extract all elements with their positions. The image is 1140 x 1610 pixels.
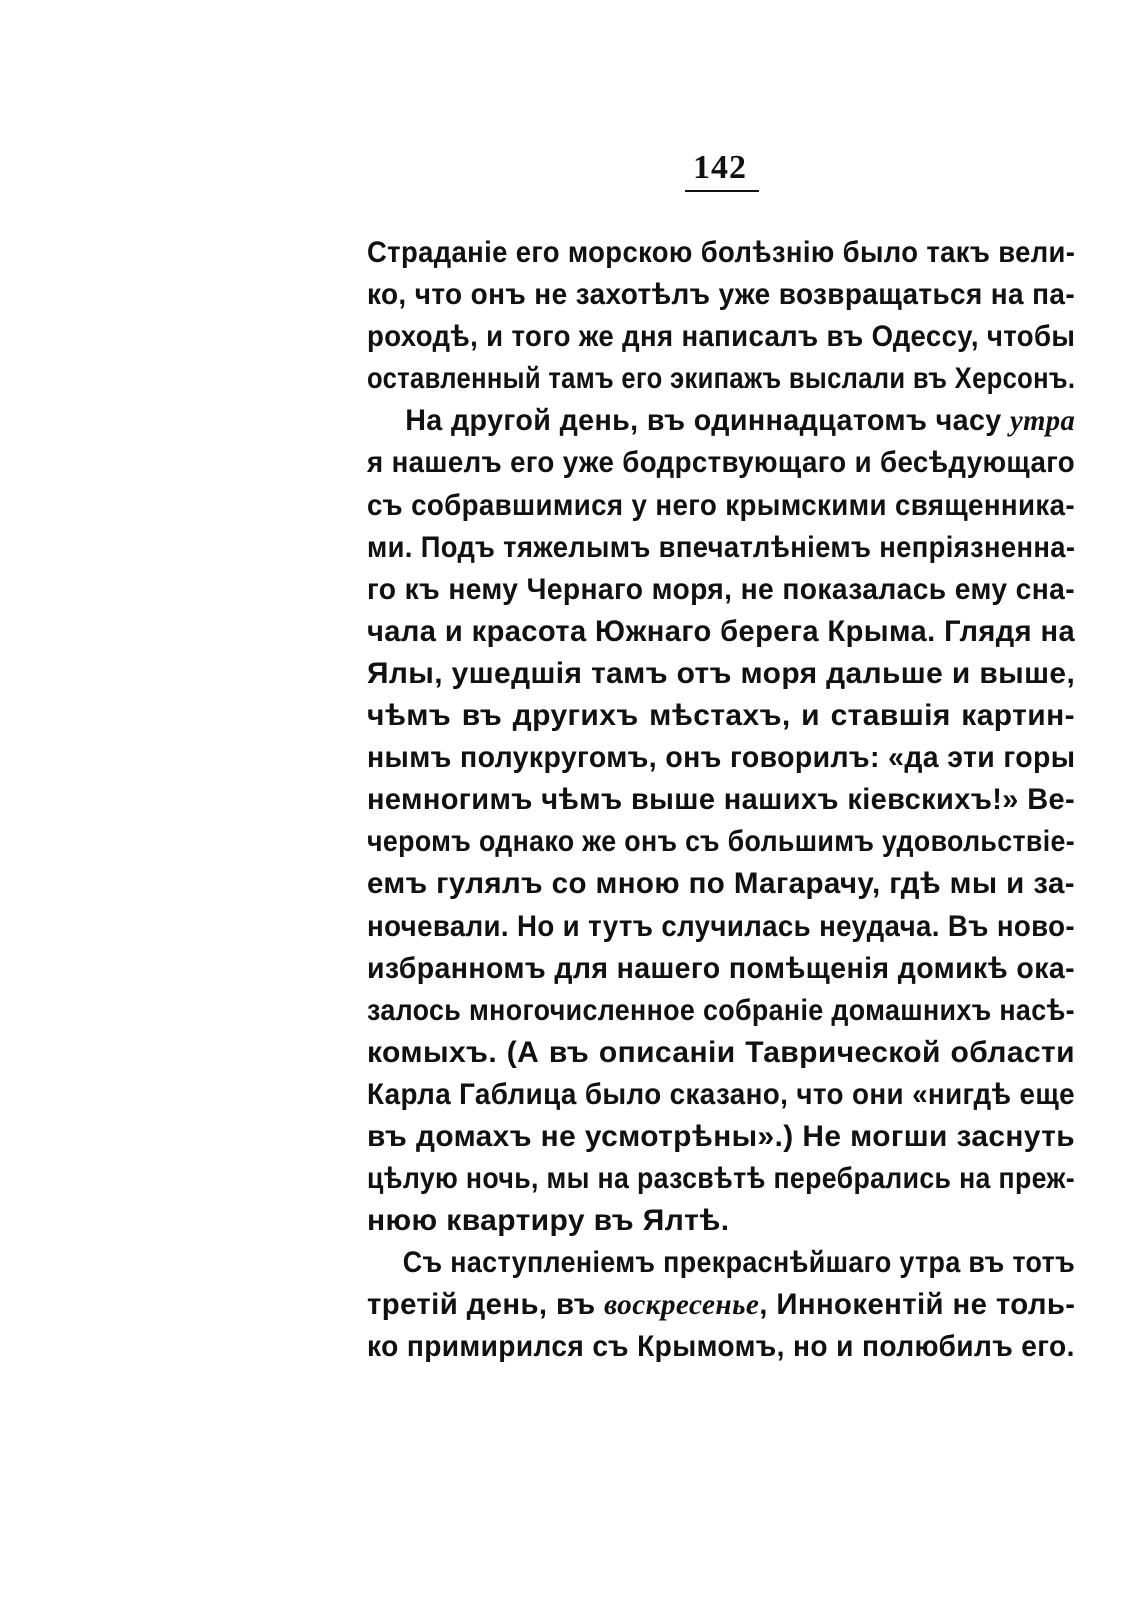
text-segment: чѣмъ въ другихъ мѣстахъ, и ставшія картин- xyxy=(367,699,1075,733)
text-segment: нымъ полукругомъ, онъ говорилъ: «да эти горы xyxy=(367,741,1076,775)
paragraph xyxy=(367,232,1075,400)
text-segment: Ялы, ушедшія тамъ отъ моря дальше и выше, xyxy=(367,656,1076,690)
text-line xyxy=(367,1242,1075,1284)
text-line xyxy=(367,990,1075,1032)
italic-segment: утра xyxy=(1009,404,1076,438)
text-line xyxy=(367,653,1075,695)
text-segment: третій день, въ xyxy=(367,1288,605,1322)
text-segment: роходѣ, и того же дня написалъ въ Одессу, чтобы xyxy=(367,320,1076,354)
text-segment: ко примирился съ Крымомъ, но и полюбилъ его. xyxy=(367,1330,1075,1364)
text-line xyxy=(367,779,1075,821)
page-number: 142 xyxy=(693,149,747,186)
text-line xyxy=(367,1032,1075,1074)
text-segment: я нашелъ его уже бодрствующаго и бесѣдующаго xyxy=(367,446,1076,480)
text-line xyxy=(367,821,1075,863)
text-segment: въ домахъ не усмотрѣны».) Не могши заснуть xyxy=(367,1119,1076,1153)
text-line xyxy=(367,1200,1075,1242)
text-segment: Страданіе его морскою болѣзнію было такъ вели- xyxy=(367,236,1076,269)
text-line xyxy=(367,400,1075,442)
text-line xyxy=(367,485,1075,527)
text-line xyxy=(367,611,1075,653)
text-line xyxy=(367,1074,1075,1116)
text-segment: чала и красота Южнаго берега Крыма. Глядя на xyxy=(367,614,1076,648)
text-segment: комыхъ. (А въ описаніи Таврической области xyxy=(367,1035,1075,1069)
text-segment: ко, что онъ не захотѣлъ уже возвращаться на па- xyxy=(367,278,1076,312)
text-line xyxy=(367,695,1075,737)
text-segment: съ собравшимися у него крымскими священника- xyxy=(367,488,1076,522)
italic-segment: воскресенье xyxy=(604,1288,760,1322)
text-segment: На другой день, въ одиннадцатомъ часу xyxy=(405,404,1010,438)
text-segment: черомъ однако же онъ съ большимъ удовольствіе- xyxy=(367,825,1076,859)
text-segment: Карла Габлица было сказано, что они «нигдѣ еще xyxy=(367,1077,1075,1111)
text-line xyxy=(367,569,1075,611)
text-segment: оставленный тамъ его экипажъ выслали въ Херсонъ. xyxy=(367,362,1076,396)
text-line xyxy=(367,906,1075,948)
text-line xyxy=(367,1326,1075,1368)
text-line xyxy=(367,1284,1075,1326)
text-line xyxy=(367,1116,1075,1158)
text-segment: , Иннокентій не толь- xyxy=(759,1288,1076,1322)
text-segment: Съ наступленіемъ прекраснѣйшаго утра въ тотъ xyxy=(402,1246,1076,1280)
text-line xyxy=(367,948,1075,990)
text-segment: емъ гулялъ со мною по Магарачу, гдѣ мы и за- xyxy=(367,867,1075,901)
text-line xyxy=(367,527,1075,569)
page-number-underline xyxy=(685,190,759,192)
text-segment: избранномъ для нашего помѣщенія домикѣ ока- xyxy=(367,951,1075,985)
text-segment: ночевали. Но и тутъ случилась неудача. Въ ново- xyxy=(367,909,1076,943)
text-line xyxy=(367,1158,1075,1200)
text-line xyxy=(367,442,1075,484)
body-text xyxy=(367,232,1075,1369)
paragraph xyxy=(367,1242,1075,1368)
text-segment: го къ нему Чернаго моря, не показалась ему сна- xyxy=(367,572,1075,606)
text-line xyxy=(367,232,1075,274)
text-segment: цѣлую ночь, мы на разсвѣтѣ перебрались на преж- xyxy=(367,1162,1076,1196)
text-segment: залось многочисленное собраніе домашнихъ насѣ- xyxy=(367,993,1075,1027)
text-line xyxy=(367,358,1075,400)
text-line xyxy=(367,274,1075,316)
text-line xyxy=(367,863,1075,905)
text-segment: нюю квартиру въ Ялтѣ. xyxy=(367,1204,730,1238)
text-segment: немногимъ чѣмъ выше нашихъ кіевскихъ!» Ве- xyxy=(367,783,1076,817)
text-line xyxy=(367,316,1075,358)
text-segment: ми. Подъ тяжелымъ впечатлѣніемъ непріязненна- xyxy=(367,530,1076,564)
text-line xyxy=(367,737,1075,779)
paragraph xyxy=(367,400,1075,1242)
